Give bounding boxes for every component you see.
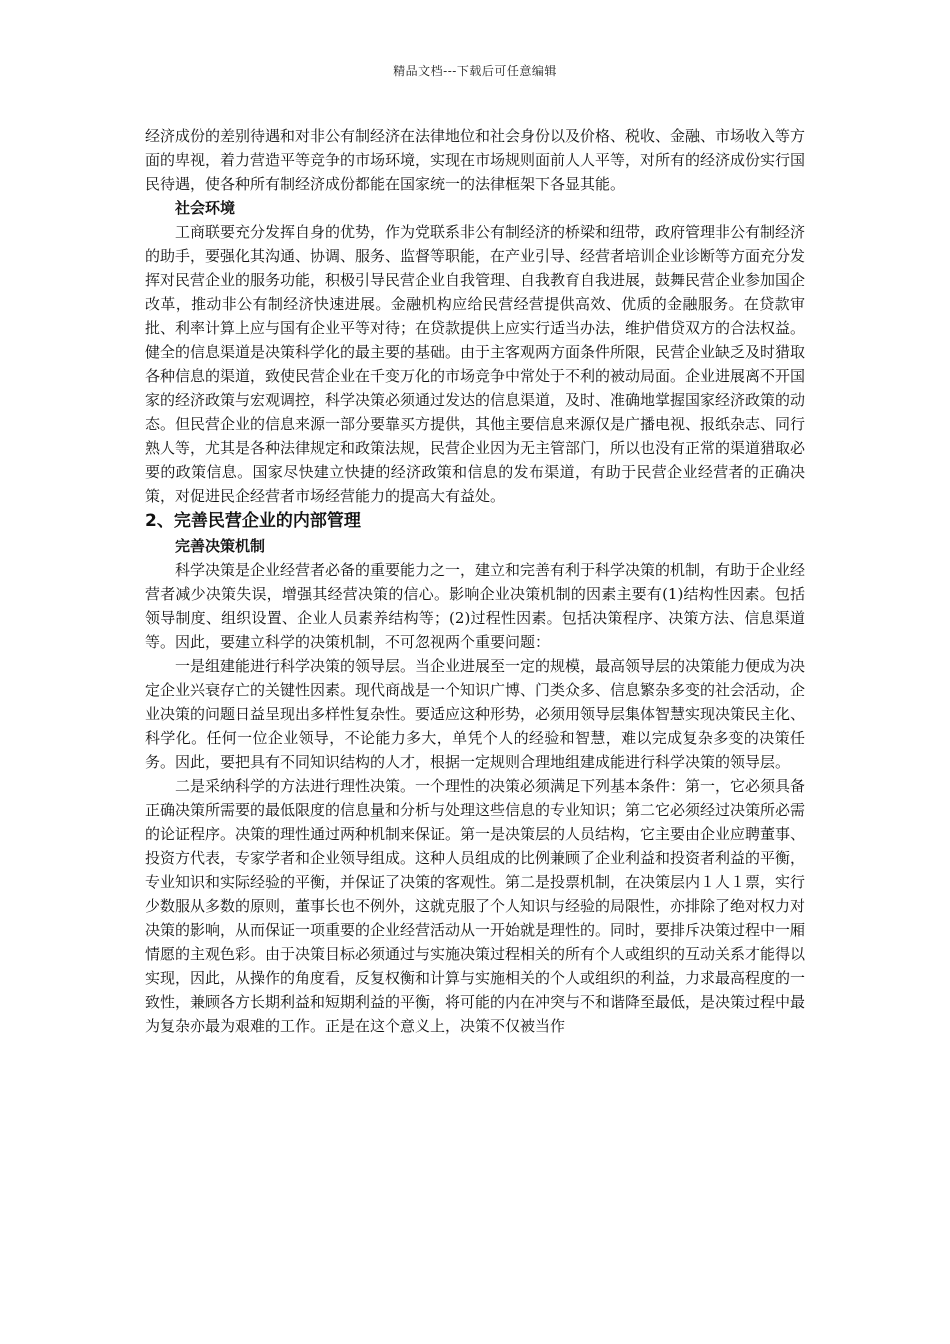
subheading-social-environment: 社会环境 [175,199,236,217]
paragraph-social-environment: 工商联要充分发挥自身的优势，作为党联系非公有制经济的桥梁和纽带，政府管理非公有制经济的助手，要强化其沟通、协调、服务、监督等职能，在产业引导、经营者培训企业诊断等方面充分发挥对民营企业的服务功能，积极引导民营企业自我管理、自我教育自我进展，鼓舞民营企业参加国企改革，推动非公有制经济快速进展。金融机构应给民营经营提供高效、优质的金融服务。在贷款审批、利率计算上应与国有企业平等对待；在贷款提供上应实行适当办法，维护借贷双方的合法权益。健全的信息渠道是决策科学化的最主要的基础。由于主客观两方面条件所限，民营企业缺乏及时猎取各种信息的渠道，致使民营企业在千变万化的市场竞争中常处于不利的被动局面。企业进展离不开国家的经济政策与宏观调控，科学决策必须通过发达的信息渠道，及时、准确地掌握国家经济政策的动态。但民营企业的信息来源一部分要靠买方提供，其他主要信息来源仅是广播电视、报纸杂志、同行熟人等，尤其是各种法律规定和政策法规，民营企业因为无主管部门，所以也没有正常的渠道猎取必要的政策信息。国家尽快建立快捷的经济政策和信息的发布渠道，有助于民营企业经营者的正确决策，对促进民企经营者市场经营能力的提高大有益处。 [145,223,806,505]
paragraph-decision-1: 科学决策是企业经营者必备的重要能力之一，建立和完善有利于科学决策的机制，有助于企业经营者减少决策失误，增强其经营决策的信心。影响企业决策机制的因素主要有(1)结构性因素。包括领导制度、组织设置、企业人员素养结构等；(2)过程性因素。包括决策程序、决策方法、信息渠道等。因此，要建立科学的决策机制，不可忽视两个重要问题： [145,561,806,651]
subheading-decision-mechanism: 完善决策机制 [175,537,266,555]
document-body [145,124,805,1038]
paragraph-decision-2: 一是组建能进行科学决策的领导层。当企业进展至一定的规模，最高领导层的决策能力便成为决定企业兴衰存亡的关键性因素。现代商战是一个知识广博、门类众多、信息繁杂多变的社会活动，企业决策的问题日益呈现出多样性复杂性。要适应这种形势，必须用领导层集体智慧实现决策民主化、科学化。任何一位企业领导，不论能力多大，单凭个人的经验和智慧，难以完成复杂多变的决策任务。因此，要把具有不同知识结构的人才，根据一定规则合理地组建成能进行科学决策的领导层。 [145,657,806,771]
page-header: 精品文档---下载后可任意编辑 [393,64,557,78]
section-title-internal-management: 2、完善民营企业的内部管理 [145,511,361,531]
paragraph-intro: 经济成份的差别待遇和对非公有制经济在法律地位和社会身份以及价格、税收、金融、市场收入等方面的卑视，着力营造平等竞争的市场环境，实现在市场规则面前人人平等，对所有的经济成份实行国民待遇，使各种所有制经济成份都能在国家统一的法律框架下各显其能。 [145,127,806,193]
paragraph-decision-3: 二是采纳科学的方法进行理性决策。一个理性的决策必须满足下列基本条件：第一，它必须具备正确决策所需要的最低限度的信息量和分析与处理这些信息的专业知识；第二它必须经过决策所必需的论证程序。决策的理性通过两种机制来保证。第一是决策层的人员结构，它主要由企业应聘董事、投资方代表，专家学者和企业领导组成。这种人员组成的比例兼顾了企业利益和投资者利益的平衡，专业知识和实际经验的平衡，并保证了决策的客观性。第二是投票机制，在决策层内１人１票，实行少数服从多数的原则，董事长也不例外，这就克服了个人知识与经验的局限性，亦排除了绝对权力对决策的影响，从而保证一项重要的企业经营活动从一开始就是理性的。同时，要排斥决策过程中一厢情愿的主观色彩。由于决策目标必须通过与实施决策过程相关的所有个人或组织的互动关系才能得以实现，因此，从操作的角度看，反复权衡和计算与实施相关的个人或组织的利益，力求最高程度的一致性，兼顾各方长期利益和短期利益的平衡，将可能的内在冲突与不和谐降至最低，是决策过程中最为复杂亦最为艰难的工作。正是在这个意义上，决策不仅被当作 [145,777,806,1035]
